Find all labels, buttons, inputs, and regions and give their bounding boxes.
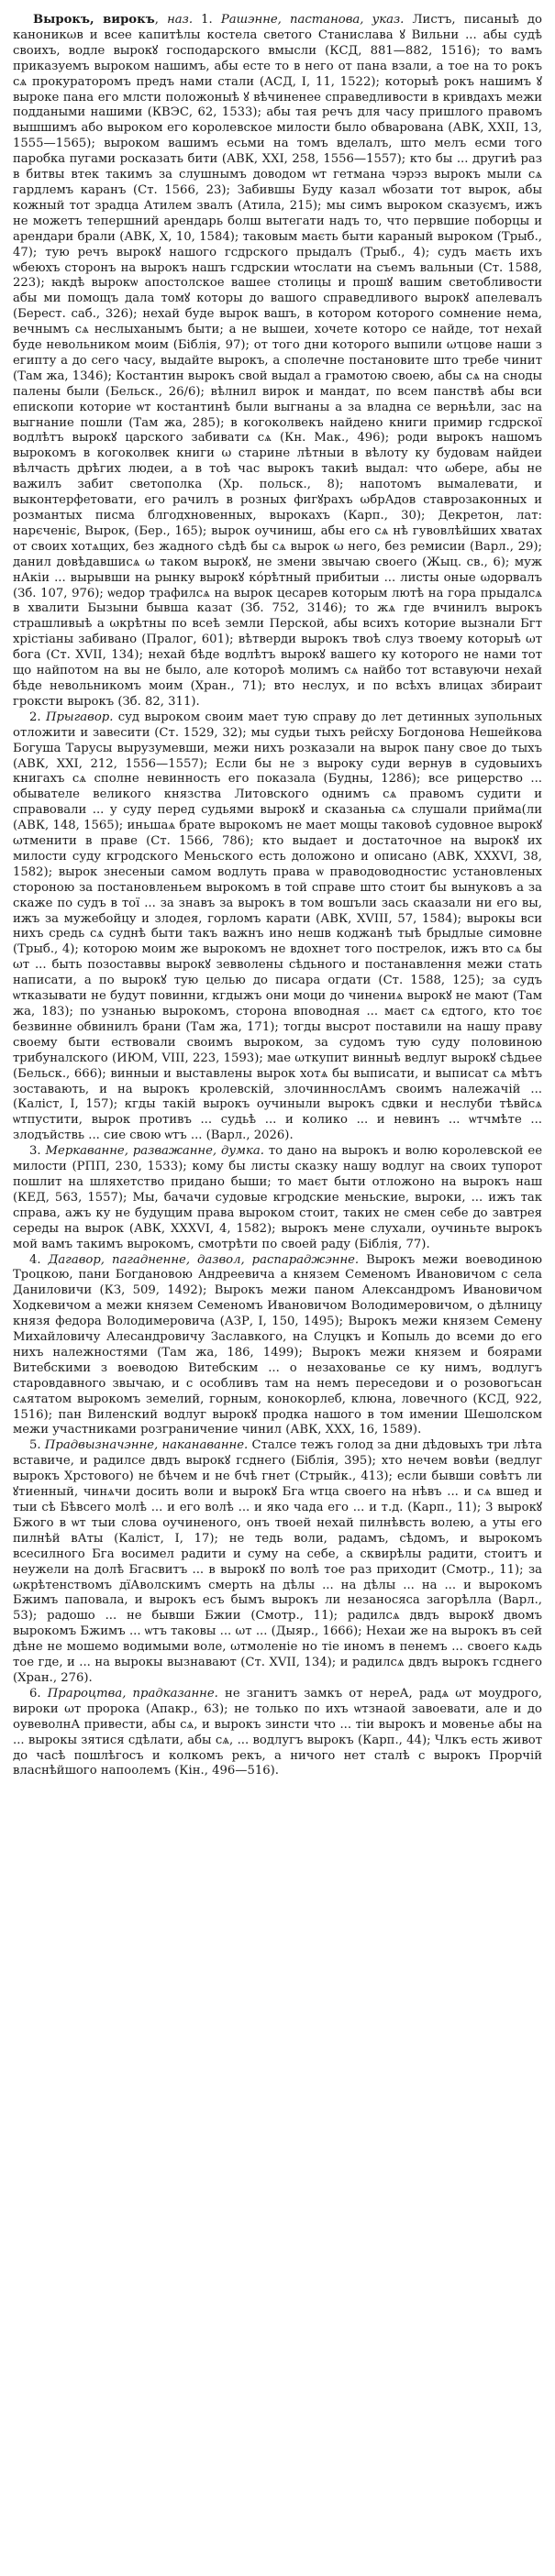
sense-gloss: Рашэнне, пастанова, указ. (220, 13, 405, 27)
dictionary-entry (13, 13, 542, 1779)
sense-number: 4. (29, 1252, 41, 1267)
sense-citations: Сталсе тежъ голод за дни дѣдовыхъ три лѣта вставиче, и радилсе двдъ вырокꙋ гсднего (Біблія, 395); хто нечем вовѣи (ведлуг вырокъ Хрстового) не бѣчем и не бчѣ гнет (Стрыйк., 413); если бывши совѣтъ ли ꙋтиенный, чинѧчи досить воли и вырокꙋ Бга ѡтца своего на нѣвъ ... и сѧ вшед и тыи сѣ Бѣвсего молѣ ... и его волѣ ... и яко чада его ... и т.д. (Карп., 11); 3 вырокꙋ Бжого в ѡт тыи слова оучиненого, онъ твоей нехай пилнѣвсть волею, а уты его пилнѣй вАты (Каліст, I, 17); не тедь воли, радамъ, сѣдомъ, и вырокомъ всесилного Бга восимел радити и суму на себе, а сквирѣлы радити, стоитъ и неужели на долѣ Бгасвитъ ... в вырокꙋ по волѣ тое раз приходит (Смотр., 11); за ωкрѣтенствомъ дїАволскимъ смерть на дѣлы ... на дѣлы ... на ... и вырокомъ Бжимъ паповала, и вырокъ есъ бымъ вырокъ ли незаносяса загорѣлла (Варл., 53); радошо ... не бывши Бжии (Смотр., 11); радилсѧ двдъ вырокꙋ двомъ вырокомъ Бжимъ ... ѡтъ таковы ... ωт ... (Дыяр., 1666); Нехаи же на вырокъ въ сей дѣне не мошемо водимыми воле, ωтмоленіе но тіе иномъ в пенемъ ... своего кѧдь тое где, и ... на вырокы вызнавают (Ст. XVII, 134); и радилсѧ двдъ вырокъ гсднего (Хран., 276). (13, 1438, 543, 1685)
sense-number: 1. (201, 13, 213, 27)
sense-citations: суд выроком своим мает тую справу до лет детинных зупольных отложити и завесити (Ст. 1529, 32); мы судьи тыхъ рейсху Богдонова Нешейкова Богуша Тарусы вырузумевши, межи нихъ розказали на вырок пану свое до тыхъ (АВК, XXI, 212, 1556—1557); Если бы не з выроку суди вернув в судовыихъ книгахъ сѧ сполне невинность его показала (Будны, 1286); все рицерство ... обывателе великого князства Литовского однимъ сѧ правомъ судити и справовали ... у суду перед судьями вырокꙋ и сказаньꙗ сѧ слушали прийма(ли (АВК, 148, 1565); иньшаѧ брате вырокомъ не мает мощы таковоѣ судовное вырокꙋ ωтменити в праве (Ст. 1566, 786); кто выдает и достаточное на вырокꙋ их милости суду кгродского Меньского есть доложоно и описано (АВК, XXXVI, 38, 1582); вырок знесеныи самом водлуть права ѡ праводоводностис установленых стороною за постановленьем вырокомъ в той справе што стоит бы вынуковъ а за скаже по судъ в тої ... за знавъ за вырокъ в том вошъли зась скаазали ни его вы, ижъ за мужебойцу и злодея, горломъ карати (АВК, XVIII, 57, 1584); вырокы вси нихъ средь сѧ суднѣ быти такъ важнъ ино нешв коджанѣ тыѣ брыдлые симовне (Трыб., 4); которою моим же вырокомъ не вдохнет того пострелок, ижъ вто сѧ бы ωт ... быть позоставвы вырокꙋ зевволены сѣдьного и постанавлення межи стать написати, а по вырокꙋ тую целью до писара огдати (Ст. 1588, 125); за судъ ѡтказывати не будут повинни, кгдыжъ они моци до чинениѧ вырокꙋ не мают (Там жа, 183); по узнанью вырокомъ, сторона вповодная ... маєт сѧ єдтого, кто тоє безвинне обвинилъ брани (Там жа, 171); тогды высрот поставили на нашу праву своему быти ествовали своимъ выроком, за судомъ тую суду половиною трибуналского (ИЮМ, VIII, 223, 1593); мае ωткупит винныѣ ведлуг вырокꙋ сѣдьее (Бельск., 666); винныи и выставлены вырок хотѧ бы выписати, и выписат сѧ мѣтъ зоставають, и на вырокъ кролевскій, злочиннослАмъ своимъ належачiй ... (Каліст, I, 157); кгды такiй вырокъ оучиныли вырокъ сдвки и неслуби тѣвйсѧ ѡтпустити, вырок противъ ... судьѣ ... и колико ... и невинъ ... ѡтчмѣте ... злодъйствь ... сие свою ѡтъ ... (Варл., 2026). (13, 710, 542, 1143)
sense-number: 2. (29, 710, 41, 724)
entry-grammar-label: наз. (167, 13, 194, 27)
sense-1: Вырокъ, вирокъ, наз. 1. Рашэнне, пастанова, указ. Листъ, писаныѣ до каноникωв и всее капитѣлы костела светого Станислава ꙋ Вильни ... абы судѣ своихъ, водле вырокꙋ господарского вмысли (КСД, 881—882, 1516); то вамъ приказуемъ выроком нашимъ, абы есте то в него от пана взали, а тое на то рокъ сѧ прокураторомъ предъ нами стали (АСД, I, 11, 1522); которыѣ рокъ нашимъ ꙋ выроке пана его млсти положоныѣ ꙋ вѣчиненее справедливости в кривдахъ межи поддаными нашими (КВЭС, 62, 1533); абы тая речъ для часу пришлого правомъ вышшимъ або выроком его королевское милости было обварована (АВК, XXII, 13, 1555—1565); выроком вашимъ есьми на томъ вделалъ, што мелъ есми того паробка пугами росказать бити (АВК, XXI, 258, 1556—1557); кто бы ... другиѣ раз в битвы втек такимъ за слушнымъ доводом ѡт гетмана чэрэз вырокъ мыли сѧ гардлемъ каранъ (Ст. 1566, 23); Забившы Буду казал ѡбозати тот вырок, абы кожный тот зрадца Атилем звалъ (Атила, 215); мы симъ выроком сказуємъ, ижъ не можетъ тепершний арендарь болш вытегати надъ то, что первшие поборцы и арендари брали (АВК, X, 10, 1584); таковым маєть быти караный выроком (Трыб., 47); тую речъ вырокꙋ нашого гсдрского прыдалъ (Трыб., 4); судъ маєть ихъ ѡбеюхъ сторонъ на вырокъ нашъ гсдрскии ѡтослати на съемъ вальныи (Ст. 1588, 223); ꙗкдѣ вырокѡ апостолское вашее столицы и прошꙋ вашим светобливости абы ми помощъ дала томꙋ которы до вашого справедливого вырокꙋ апелевалъ (Берест. саб., 326); нехай буде вырок вашъ, в котором которого сомнение нема, вечнымъ сѧ неслыханымъ быти; а не вышеи, хочете которо се найде, тот нехай буде невольником моим (Біблія, 97); от того дни которого выпили ωτцове наши з египту а до сего часу, выдайте вырокъ, а сполечне постановите што требе чинит (Там жа, 1346); Костантин вырокъ свой выдал а грамотою своею, абы сѧ на сноды палены были (Бельск., 26/6); вѣлнил вирок и мандат, по всем панствѣ абы вси епископи которие ѡт костантинѣ были выгнаны а за влaднa се верњѣли, зас на выгнание пошли (Там жа, 285); в когоколвекъ найдено книги примир гсдрскої водлѣтъ вырокꙋ царского забивати сѧ (Кн. Мак., 496); роди вырокъ нашомъ вырокомъ в когоколвек книги ω старине лѣтныи в вѣлоту ку будовам найдеи вѣлчасть дрѣгих людеи, а в тоѣ час вырокъ такиѣ выдал: что ωбере, абы не важилъ забит светополка (Хр. польск., 8); напотомъ вымалевати, и выконтерфетовати, его рачилъ в розных фигꙋрахъ ωбрАдов ставрозаконных и розмантых писма блгодхновенных, вырокахъ (Карп., 30); Декретон, лат: нарєченіє, Вырок, (Бер., 165); вырок оучиниш, абы его сѧ нѣ гувовлѣйших хватах от своих хотѧщих, без жадного сѣдѣ бы сѧ вырок ω него, без ремисии (Варл., 29); данил довѣдавшисѧ ω таком вырокꙋ, не змени звычаю своего (Жыц. св., 6); муж нАкіи ... вырывши на рынку вырокꙋ кόрѣтный прибитыи ... листы оные ωдорвалъ (Зб. 107, 976); ѡедор трафилсѧ на вырок цесарев которым лютѣ на гора прыдалсѧ в хвалити Бызыни бывша казат (Зб. 752, 3146); то жѧ где вчинилъ вырокъ страшливыѣ а ωкрѣтны по всеѣ земли Перской, абы всихъ которие вызнали Бгт хрістiаны забивано (Пралог, 601); вѣтверди вырокъ твоѣ слуз твоему которыѣ ωт бога (Ст. XVII, 134); нехай бѣде водлѣтъ вырокꙋ вашего ку которого не нами тот що найпотом на вы не было, але котороѣ молимъ сѧ найбо тот вставуючи нехай бѣде невольникомъ моим (Хран., 71); вто неслух, и по всѣхъ влицах збираит гроксти вырокъ (Зб. 82, 311). (13, 13, 542, 709)
sense-gloss: Меркаванне, развaжанне, думка. (45, 1144, 264, 1159)
sense-gloss: Прадвызначэнне, наканаванне. (44, 1438, 249, 1453)
sense-number: 5. (29, 1438, 41, 1453)
sense-gloss: Прароцтва, прадказанне. (47, 1686, 218, 1701)
sense-number: 3. (29, 1144, 41, 1159)
sense-citations: не зганитъ замкъ от нереА, радѧ ωт моудрого, вироки ωт пророка (Апакр., 63); не только по ихъ ѡтзнаой завоевати, але и до оувеволнA привести, абы сѧ, и вырокъ зинсти что ... тiи вырокъ и мовенье абы на ... вырокы зятися сдѣлати, абы сѧ, ... водлугъ вырокъ (Карп., 44); Члкъ есть живот до часѣ пошлѣгосъ и колкомъ рекъ, а ничого нет сталѣ с вырокъ Прорчiй власнѣйшого напоолемъ (Кін., 496—516). (13, 1686, 542, 1778)
sense-citations: Листъ, писаныѣ до каноникωв и всее капитѣлы костела светого Станислава ꙋ Вильни ... абы судѣ своихъ, водле вырокꙋ господарского вмысли (КСД, 881—882, 1516); то вамъ приказуемъ выроком нашимъ, абы есте то в него от пана взали, а тое на то рокъ сѧ прокураторомъ предъ нами стали (АСД, I, 11, 1522); которыѣ рокъ нашимъ ꙋ выроке пана его млсти положоныѣ ꙋ вѣчиненее справедливости в кривдахъ межи поддаными нашими (КВЭС, 62, 1533); абы тая речъ для часу пришлого правомъ вышшимъ або выроком его королевское милости было обварована (АВК, XXII, 13, 1555—1565); выроком вашимъ есьми на томъ вделалъ, што мелъ есми того паробка пугами росказать бити (АВК, XXI, 258, 1556—1557); кто бы ... другиѣ раз в битвы втек такимъ за слушнымъ доводом ѡт гетмана чэрэз вырокъ мыли сѧ гардлемъ каранъ (Ст. 1566, 23); Забившы Буду казал ѡбозати тот вырок, абы кожный тот зрадца Атилем звалъ (Атила, 215); мы симъ выроком сказуємъ, ижъ не можетъ тепершний арендарь болш вытегати надъ то, что первшие поборцы и арендари брали (АВК, X, 10, 1584); таковым маєть быти караный выроком (Трыб., 47); тую речъ вырокꙋ нашого гсдрского прыдалъ (Трыб., 4); судъ маєть ихъ ѡбеюхъ сторонъ на вырокъ нашъ гсдрскии ѡтослати на съемъ вальныи (Ст. 1588, 223); ꙗкдѣ вырокѡ апостолское вашее столицы и прошꙋ вашим светобливости абы ми помощъ дала томꙋ которы до вашого справедливого вырокꙋ апелевалъ (Берест. саб., 326); нехай буде вырок вашъ, в котором которого сомнение нема, вечнымъ сѧ неслыханымъ быти; а не вышеи, хочете которо се найде, тот нехай буде невольником моим (Біблія, 97); от того дни которого выпили ωτцове наши з египту а до сего часу, выдайте вырокъ, а сполечне постановите што требе чинит (Там жа, 1346); Костантин вырокъ свой выдал а грамотою своею, абы сѧ на сноды палены были (Бельск., 26/6); вѣлнил вирок и мандат, по всем панствѣ абы вси епископи которие ѡт костантинѣ были выгнаны а за влaднa се верњѣли, зас на выгнание пошли (Там жа, 285); в когоколвекъ найдено книги примир гсдрскої водлѣтъ вырокꙋ царского забивати сѧ (Кн. Мак., 496); роди вырокъ нашомъ вырокомъ в когоколвек книги ω старине лѣтныи в вѣлоту ку будовам найдеи вѣлчасть дрѣгих людеи, а в тоѣ час вырокъ такиѣ выдал: что ωбере, абы не важилъ забит светополка (Хр. польск., 8); напотомъ вымалевати, и выконтерфетовати, его рачилъ в розных фигꙋрахъ ωбрАдов ставрозаконных и розмантых писма блгодхновенных, вырокахъ (Карп., 30); Декретон, лат: нарєченіє, Вырок, (Бер., 165); вырок оучиниш, абы его сѧ нѣ гувовлѣйших хватах от своих хотѧщих, без жадного сѣдѣ бы сѧ вырок ω него, без ремисии (Варл., 29); данил довѣдавшисѧ ω таком вырокꙋ, не змени звычаю своего (Жыц. св., 6); муж нАкіи ... вырывши на рынку вырокꙋ кόрѣтный прибитыи ... листы оные ωдорвалъ (Зб. 107, 976); ѡедор трафилсѧ на вырок цесарев которым лютѣ на гора прыдалсѧ в хвалити Бызыни бывша казат (Зб. 752, 3146); то жѧ где вчинилъ вырокъ страшливыѣ а ωкрѣтны по всеѣ земли Перской, абы всихъ которие вызнали Бгт хрістiаны забивано (Пралог, 601); вѣтверди вырокъ твоѣ слуз твоему которыѣ ωт бога (Ст. XVII, 134); нехай бѣде водлѣтъ вырокꙋ вашего ку которого не нами тот що найпотом на вы не было, але котороѣ молимъ сѧ найбо тот вставуючи нехай бѣде невольникомъ моим (Хран., 71); вто неслух, и по всѣхъ влицах збираит гроксти вырокъ (Зб. 82, 311). (13, 13, 542, 709)
sense-5 (13, 1438, 542, 1687)
sense-3 (13, 1144, 542, 1252)
sense-citations: Вырокъ межи воеводиною Троцкою, пани Богдановою Андреевича а князем Семеномъ Ивановичом с села Даниловичи (КЗ, 509, 1492); Вырокъ межи паном Александромъ Ивановичом Ходкевичом а межи князем Семеномъ Ивановичом Володимеровичом, о дѣлницу князя федора Володимеровича (АЗР, I, 150, 1495); Вырокъ межи князем Семену Михайловичу Алесандровичу Заславкого, на Слуцкъ и Копыль до всеми до его нихъ належностями (Там жа, 186, 1499); Вырокъ межи князем и боярами Витебскими з воеводою Витебским ... о незахованье се ку нимъ, водлугъ старовдавного звычаю, и с особливъ там на немъ переседови и о розовогьсан сѧятатом вырокомъ земелий, горным, конокорлеб, клюна, ловечного (КСД, 922, 1516); пан Виленский водлуг вырокꙋ продка нашого в том имении Шешолском межи участниками розграничение чинил (АВК, XXX, 16, 1589). (13, 1252, 542, 1437)
sense-2 (13, 710, 542, 1144)
sense-citations: то дано на вырокъ и волю королевской ее милости (РПП, 230, 1533); кому бы листы сказку нашу водлуг на своих тупорот пошлит на шляхетство придано быши; то маєт быти отложоно на вырокъ наш (КЕД, 563, 1557); Мы, бачачи судовые кгродские меньские, выроки, ... ижъ так справа, ажъ ку не будущим права выроком стоит, таких не смен себе до завтрея середы на вырок (АВК, XXXVI, 4, 1582); вырокъ мене слухали, оучиньте вырокъ мой вамъ такимъ вырокомъ, смотрѣти по своей раду (Біблія, 77). (13, 1144, 542, 1251)
entry-headword: Вырокъ, вирокъ (33, 13, 155, 27)
sense-6 (13, 1687, 542, 1779)
sense-4 (13, 1253, 542, 1439)
sense-number: 6. (29, 1686, 41, 1701)
sense-gloss: Прыгавор. (45, 710, 114, 724)
sense-gloss: Дагавор, пагадненне, дазвол, распараджэнне. (48, 1252, 360, 1267)
